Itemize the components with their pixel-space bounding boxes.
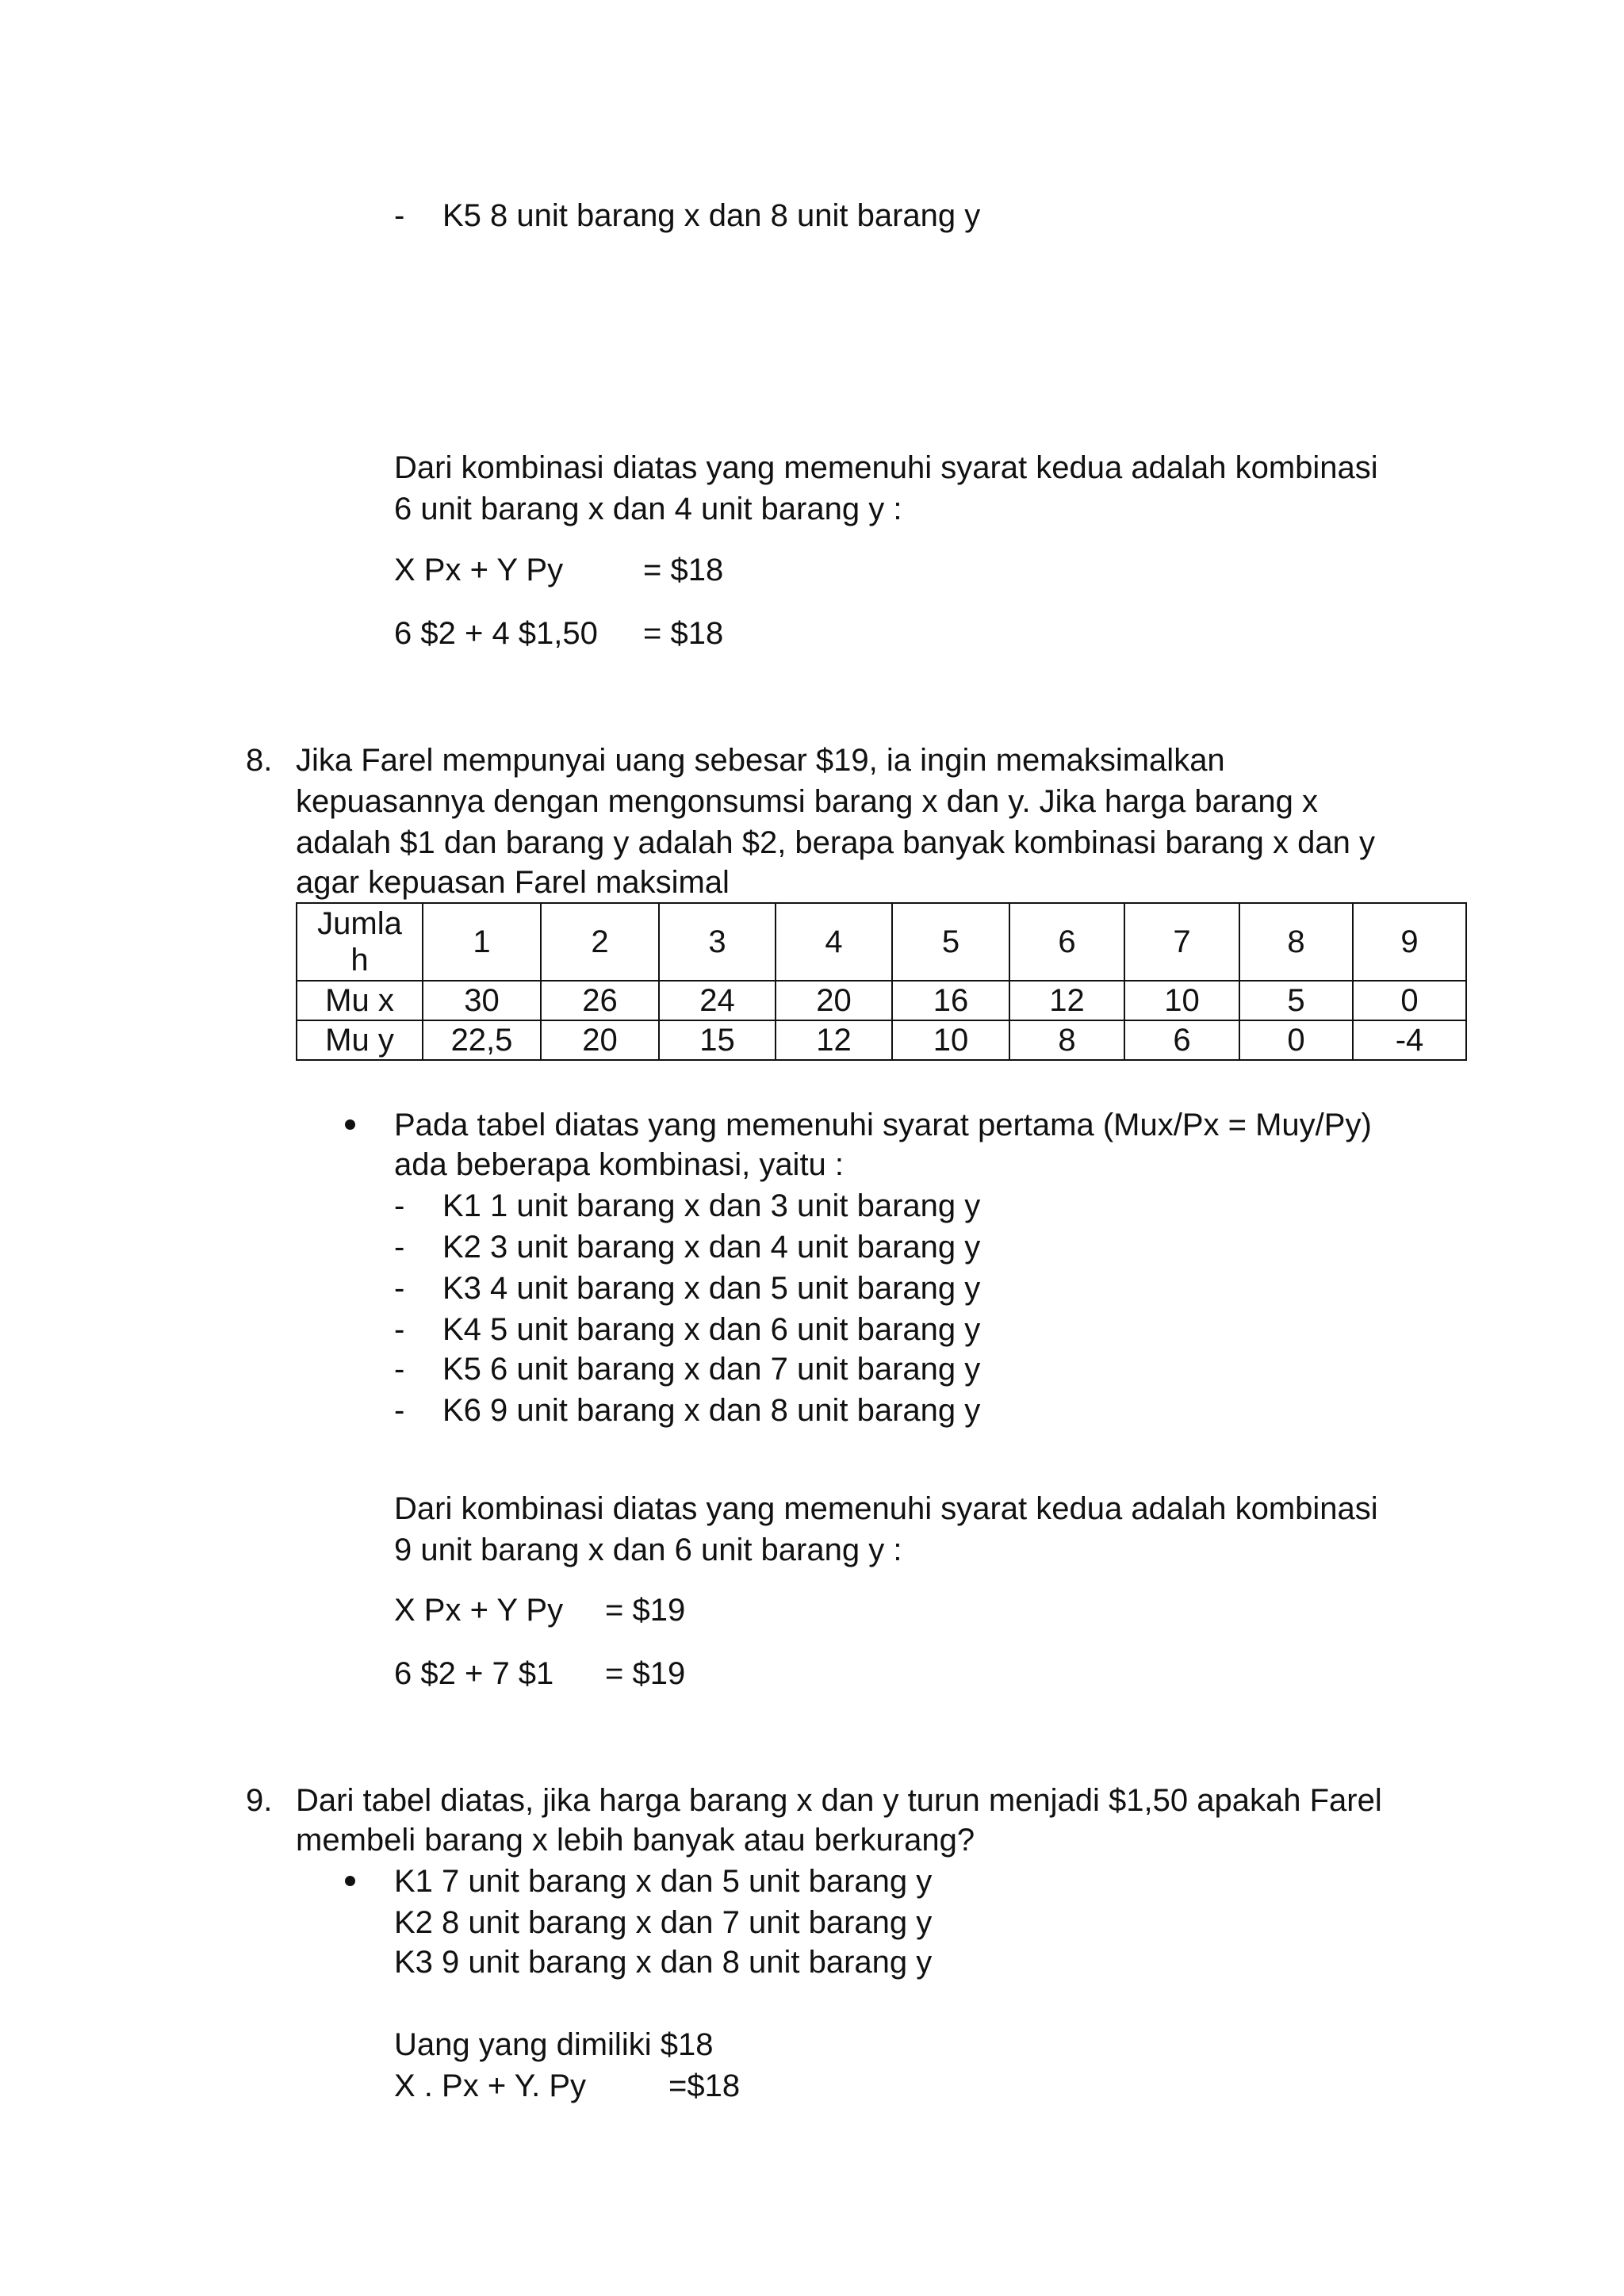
list-item: K3 4 unit barang x dan 5 unit barang y [442, 1271, 981, 1306]
question-9-line-2: membeli barang x lebih banyak atau berkurang? [296, 1823, 975, 1858]
table-cell: 30 [423, 981, 541, 1020]
q8-equation-1-left: X Px + Y Py [394, 1593, 564, 1628]
list-item: K5 6 unit barang x dan 7 unit barang y [442, 1352, 981, 1387]
table-cell: 10 [1124, 981, 1239, 1020]
header-cell: 5 [892, 903, 1009, 981]
table-cell: 0 [1353, 981, 1466, 1020]
equation-2-left: 6 $2 + 4 $1,50 [394, 616, 598, 651]
list-item: K2 3 unit barang x dan 4 unit barang y [442, 1230, 981, 1265]
table-header-row [297, 903, 1466, 981]
list-dash: - [394, 1230, 405, 1265]
list-dash: - [394, 1271, 405, 1306]
equation-1-left: X Px + Y Py [394, 553, 564, 587]
equation-2-right: = $18 [643, 616, 724, 651]
question-8-line-3: adalah $1 dan barang y adalah $2, berapa banyak kombinasi barang x dan y [296, 825, 1375, 860]
q9-equation-right: =$18 [668, 2068, 741, 2103]
list-item: K3 9 unit barang x dan 8 unit barang y [394, 1945, 933, 1980]
question-9-line-1: Dari tabel diatas, jika harga barang x dan y turun menjadi $1,50 apakah Farel [296, 1783, 1382, 1818]
list-dash: - [394, 1188, 405, 1223]
table-cell: 22,5 [423, 1020, 541, 1060]
list-dash: - [394, 198, 405, 233]
header-label-cell [297, 903, 423, 981]
table-cell: -4 [1353, 1020, 1466, 1060]
equation-1-right: = $18 [643, 553, 724, 587]
list-dash: - [394, 1393, 405, 1428]
header-cell: 3 [659, 903, 776, 981]
table-cell: 20 [541, 1020, 659, 1060]
bullet-line-2: ada beberapa kombinasi, yaitu : [394, 1147, 845, 1182]
question-8-line-1: Jika Farel mempunyai uang sebesar $19, ia ingin memaksimalkan [296, 743, 1225, 778]
q8-conclusion-line-1: Dari kombinasi diatas yang memenuhi syarat kedua adalah kombinasi [394, 1491, 1378, 1526]
header-cell: 6 [1009, 903, 1124, 981]
table-cell: 12 [1009, 981, 1124, 1020]
table-cell: 24 [659, 981, 776, 1020]
bullet-icon [345, 1119, 355, 1130]
list-item: K1 1 unit barang x dan 3 unit barang y [442, 1188, 981, 1223]
conclusion-line-2: 6 unit barang x dan 4 unit barang y : [394, 492, 902, 526]
row-label-cell: Mu x [297, 981, 423, 1020]
header-cell: 7 [1124, 903, 1239, 981]
table-cell: 16 [892, 981, 1009, 1020]
table-cell: 5 [1239, 981, 1353, 1020]
money-line: Uang yang dimiliki $18 [394, 2027, 714, 2062]
q8-equation-1-right: = $19 [605, 1593, 686, 1628]
table-cell: 26 [541, 981, 659, 1020]
header-cell: 8 [1239, 903, 1353, 981]
table-row-mu-x [297, 981, 1466, 1020]
q8-equation-2-left: 6 $2 + 7 $1 [394, 1656, 554, 1691]
conclusion-line-1: Dari kombinasi diatas yang memenuhi syarat kedua adalah kombinasi [394, 450, 1378, 485]
table-cell: 6 [1124, 1020, 1239, 1060]
list-item: K4 5 unit barang x dan 6 unit barang y [442, 1312, 981, 1347]
header-cell: 4 [776, 903, 892, 981]
question-8-line-2: kepuasannya dengan mengonsumsi barang x dan y. Jika harga barang x [296, 784, 1319, 819]
table-cell: 8 [1009, 1020, 1124, 1060]
header-cell: 2 [541, 903, 659, 981]
bullet-icon [345, 1876, 355, 1886]
row-label-cell: Mu y [297, 1020, 423, 1060]
question-8-line-4: agar kepuasan Farel maksimal [296, 865, 730, 900]
header-cell: 9 [1353, 903, 1466, 981]
list-dash: - [394, 1352, 405, 1387]
q8-conclusion-line-2: 9 unit barang x dan 6 unit barang y : [394, 1533, 902, 1567]
table-cell: 10 [892, 1020, 1009, 1060]
bullet-line-1: Pada tabel diatas yang memenuhi syarat pertama (Mux/Px = Muy/Py) [394, 1108, 1372, 1142]
table-cell: 15 [659, 1020, 776, 1060]
q9-equation-left: X . Px + Y. Py [394, 2068, 586, 2103]
list-dash: - [394, 1312, 405, 1347]
question-9-number: 9. [246, 1783, 273, 1818]
table-cell: 0 [1239, 1020, 1353, 1060]
question-8-number: 8. [246, 743, 273, 778]
header-cell: 1 [423, 903, 541, 981]
header-label-line-1: Jumla [317, 906, 402, 941]
list-item: K6 9 unit barang x dan 8 unit barang y [442, 1393, 981, 1428]
combo-k5-line: K5 8 unit barang x dan 8 unit barang y [442, 198, 981, 233]
list-item: K1 7 unit barang x dan 5 unit barang y [394, 1864, 933, 1899]
q8-equation-2-right: = $19 [605, 1656, 686, 1691]
table-cell: 20 [776, 981, 892, 1020]
table-cell: 12 [776, 1020, 892, 1060]
list-item: K2 8 unit barang x dan 7 unit barang y [394, 1905, 933, 1940]
header-label-line-2: h [350, 943, 369, 978]
table-row-mu-y [297, 1020, 1466, 1060]
marginal-utility-table [296, 902, 1467, 1061]
